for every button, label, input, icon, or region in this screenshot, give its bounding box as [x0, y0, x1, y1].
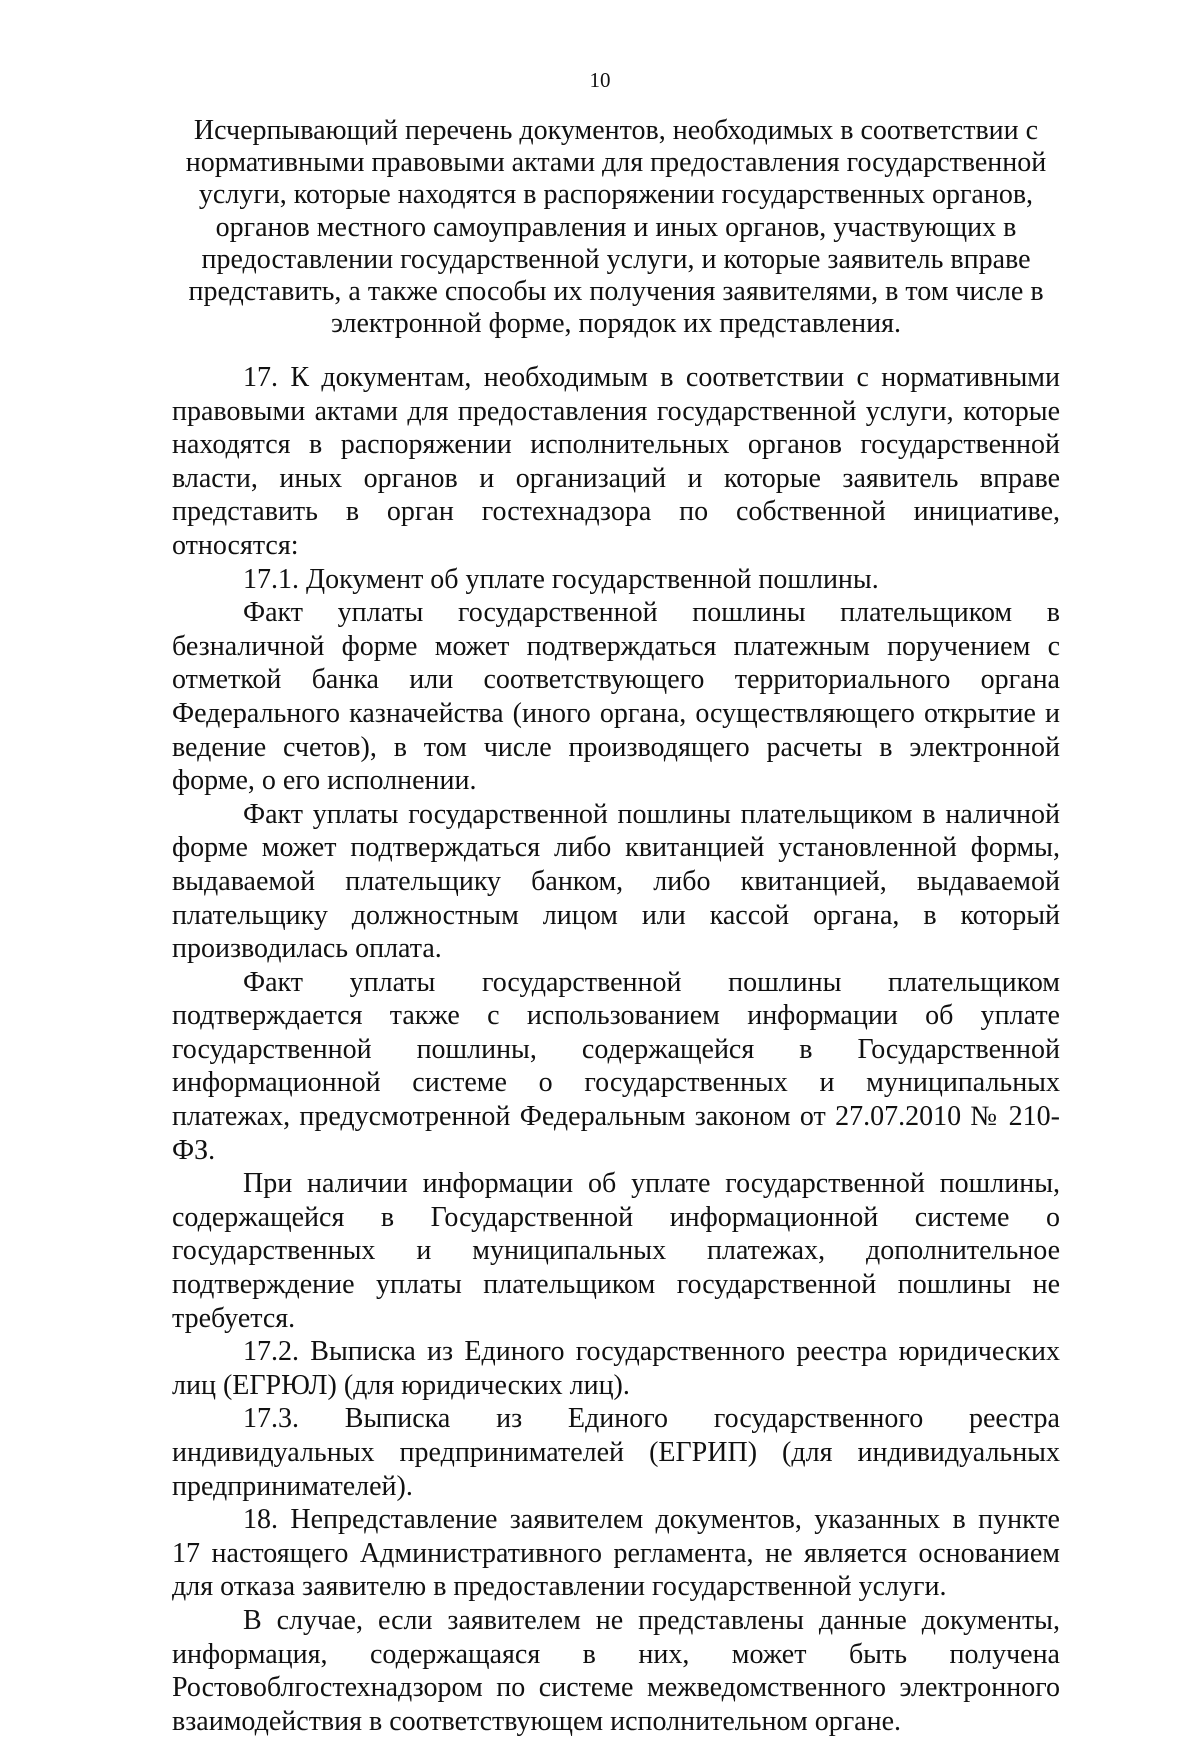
paragraph-17-1: 17.1. Документ об уплате государственной пошлины.: [243, 563, 879, 595]
paragraph-cashless-payment: Факт уплаты государственной пошлины плательщиком в безналичной форме может подтверждаться платежным поручением с отметкой банка или соответствующего территориального органа Федерального казначейства (иного органа, осуществляющего открытие и ведение счетов), в том числе производящего расчеты в электронной форме, о его исполнении.: [172, 597, 1060, 797]
page-number: 10: [589, 68, 611, 92]
paragraph-18: 18. Непредставление заявителем документов, указанных в пункте 17 настоящего Административного регламента, не является основанием для отказа заявителю в предоставлении государственной услуги.: [172, 1504, 1060, 1603]
paragraph-cash-payment: Факт уплаты государственной пошлины плательщиком в наличной форме может подтверждаться либо квитанцией установленной формы, выдаваемой плательщику банком, либо квитанцией, выдаваемой плательщику должностным лицом или кассой органа, в который производилась оплата.: [172, 798, 1060, 965]
paragraph-17-3: 17.3. Выписка из Единого государственного реестра индивидуальных предпринимателей (ЕГРИП) (для индивидуальных предпринимателей).: [172, 1403, 1060, 1502]
paragraph-17: 17. К документам, необходимым в соответствии с нормативными правовыми актами для предоставления государственной услуги, которые находятся в распоряжении исполнительных органов государственной власти, иных органов и организаций и которые заявитель вправе представить в орган гостехнадзора по собственной инициативе, относятся:: [172, 362, 1060, 561]
paragraph-gis-gmp: Факт уплаты государственной пошлины плательщиком подтверждается также с использованием информации об уплате государственной пошлины, содержащейся в Государственной информационной системе о государственных и муниципальных платежах, предусмотренной Федеральным законом от 27.07.2010 № 210-ФЗ.: [172, 966, 1060, 1166]
paragraph-interagency: В случае, если заявителем не представлены данные документы, информация, содержащаяся в них, может быть получена Ростовоблгостехнадзором по системе межведомственного электронного взаимодействия в соответствующем исполнительном органе.: [172, 1604, 1060, 1737]
paragraph-17-2: 17.2. Выписка из Единого государственного реестра юридических лиц (ЕГРЮЛ) (для юридических лиц).: [172, 1336, 1060, 1401]
document-body: [172, 361, 1060, 1738]
paragraph-no-confirmation: При наличии информации об уплате государственной пошлины, содержащейся в Государственной информационной системе о государственных и муниципальных платежах, дополнительное подтверждение уплаты плательщиком государственной пошлины не требуется.: [172, 1168, 1060, 1334]
section-heading: Исчерпывающий перечень документов, необходимых в соответствии с нормативными правовыми актами для предоставления государственной услуги, которые находятся в распоряжении государственных органов, органов местного самоуправления и иных органов, участвующих в предоставлении государственной услуги, и которые заявитель вправе представить, а также способы их получения заявителями, в том числе в электронной форме, порядок их представления.: [185, 115, 1047, 340]
